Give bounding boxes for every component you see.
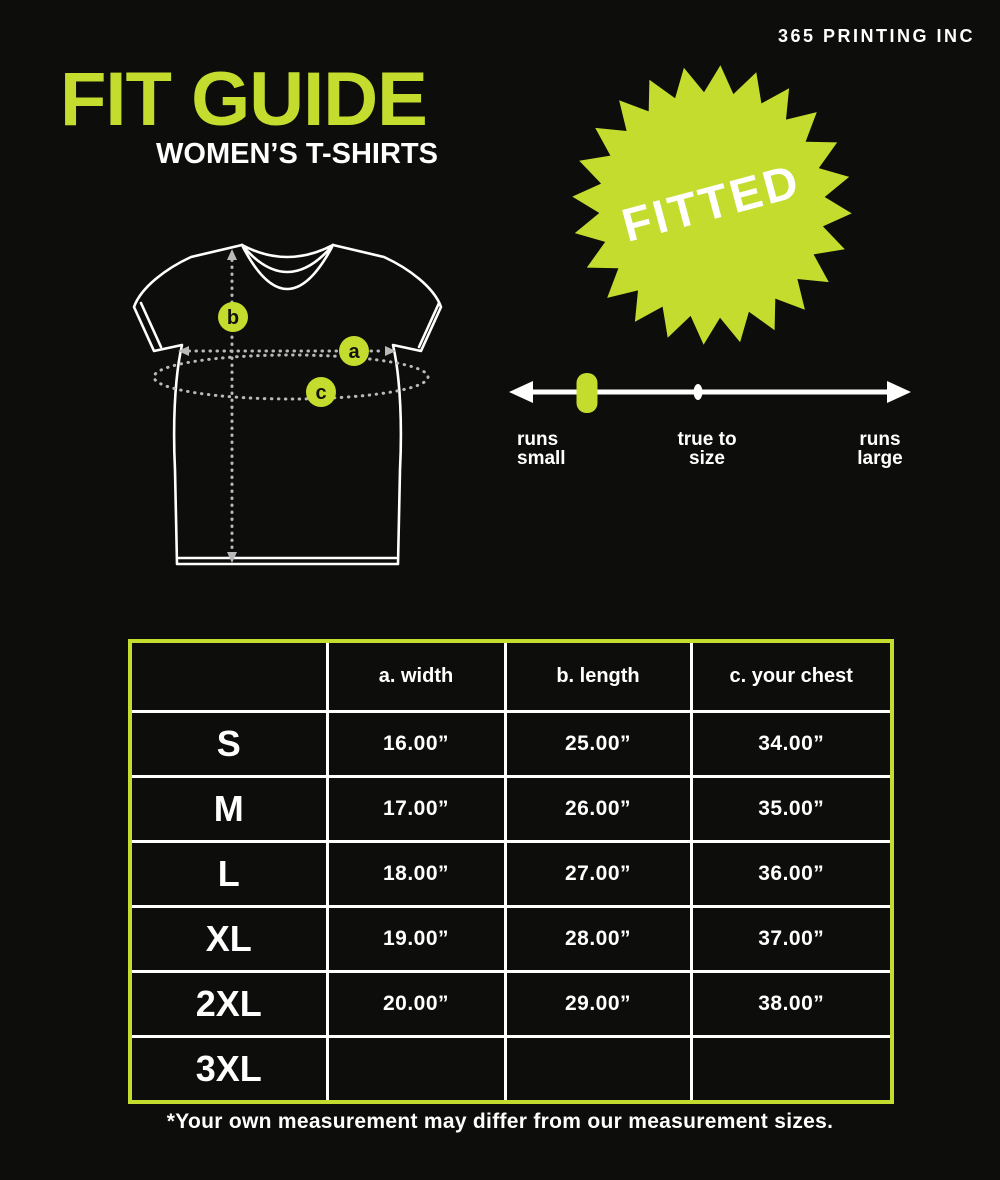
marker-length-b	[218, 302, 248, 332]
table-row	[130, 842, 892, 907]
width-cell: 20.00”	[327, 972, 505, 1037]
marker-letter: a	[348, 341, 360, 363]
page-subtitle: WOMEN’S T-SHIRTS	[156, 138, 438, 170]
footnote: *Your own measurement may differ from our measurement sizes.	[166, 1110, 834, 1133]
right-cuff-line	[419, 303, 439, 347]
table-row	[130, 907, 892, 972]
scale-label-true-to-size: true to size	[677, 429, 737, 469]
size-cell: XL	[130, 907, 327, 972]
length-cell: 27.00”	[505, 842, 691, 907]
size-cell: S	[130, 712, 327, 777]
scale-track	[515, 368, 905, 416]
chest-cell: 34.00”	[691, 712, 892, 777]
tshirt-measurement-diagram	[125, 230, 455, 575]
table-header-row	[130, 641, 892, 712]
chest-cell: 36.00”	[691, 842, 892, 907]
tshirt-outline	[134, 245, 441, 564]
length-cell: 28.00”	[505, 907, 691, 972]
fitted-badge	[562, 55, 862, 355]
badge-label: FITTED	[616, 153, 807, 252]
width-cell: 19.00”	[327, 907, 505, 972]
header-chest: c. your chest	[691, 641, 892, 712]
size-cell: M	[130, 777, 327, 842]
true-to-size-dot	[694, 384, 703, 400]
marker-letter: b	[226, 307, 240, 329]
marker-width-a	[339, 336, 369, 366]
chest-cell: 35.00”	[691, 777, 892, 842]
table-row	[130, 777, 892, 842]
chest-measure-ellipse	[154, 355, 428, 399]
collar-line	[243, 247, 332, 289]
length-cell	[505, 1037, 691, 1103]
length-cell: 26.00”	[505, 777, 691, 842]
scale-label-runs-small: runs small	[517, 429, 566, 469]
marker-chest-c	[306, 377, 336, 407]
chest-cell: 37.00”	[691, 907, 892, 972]
size-cell: L	[130, 842, 327, 907]
collar-line	[242, 245, 333, 257]
header-width: a. width	[327, 641, 505, 712]
marker-letter: c	[315, 382, 327, 404]
length-cell: 29.00”	[505, 972, 691, 1037]
header-size	[130, 641, 327, 712]
length-arrow-up	[227, 249, 237, 260]
width-cell	[327, 1037, 505, 1103]
fit-scale	[505, 368, 915, 483]
table-row	[130, 1037, 892, 1103]
left-cuff-line	[141, 303, 161, 347]
size-table	[128, 639, 894, 1104]
width-cell: 17.00”	[327, 777, 505, 842]
length-cell: 25.00”	[505, 712, 691, 777]
chest-cell: 38.00”	[691, 972, 892, 1037]
fit-scale-marker	[577, 373, 598, 413]
scale-label-runs-large: runs large	[857, 429, 903, 469]
page-title: FIT GUIDE	[60, 57, 427, 142]
chest-cell	[691, 1037, 892, 1103]
width-cell: 18.00”	[327, 842, 505, 907]
table-row	[130, 972, 892, 1037]
table-row	[130, 712, 892, 777]
width-cell: 16.00”	[327, 712, 505, 777]
brand-name: 365 PRINTING INC	[777, 26, 975, 46]
size-cell: 2XL	[130, 972, 327, 1037]
header-length: b. length	[505, 641, 691, 712]
size-cell: 3XL	[130, 1037, 327, 1103]
